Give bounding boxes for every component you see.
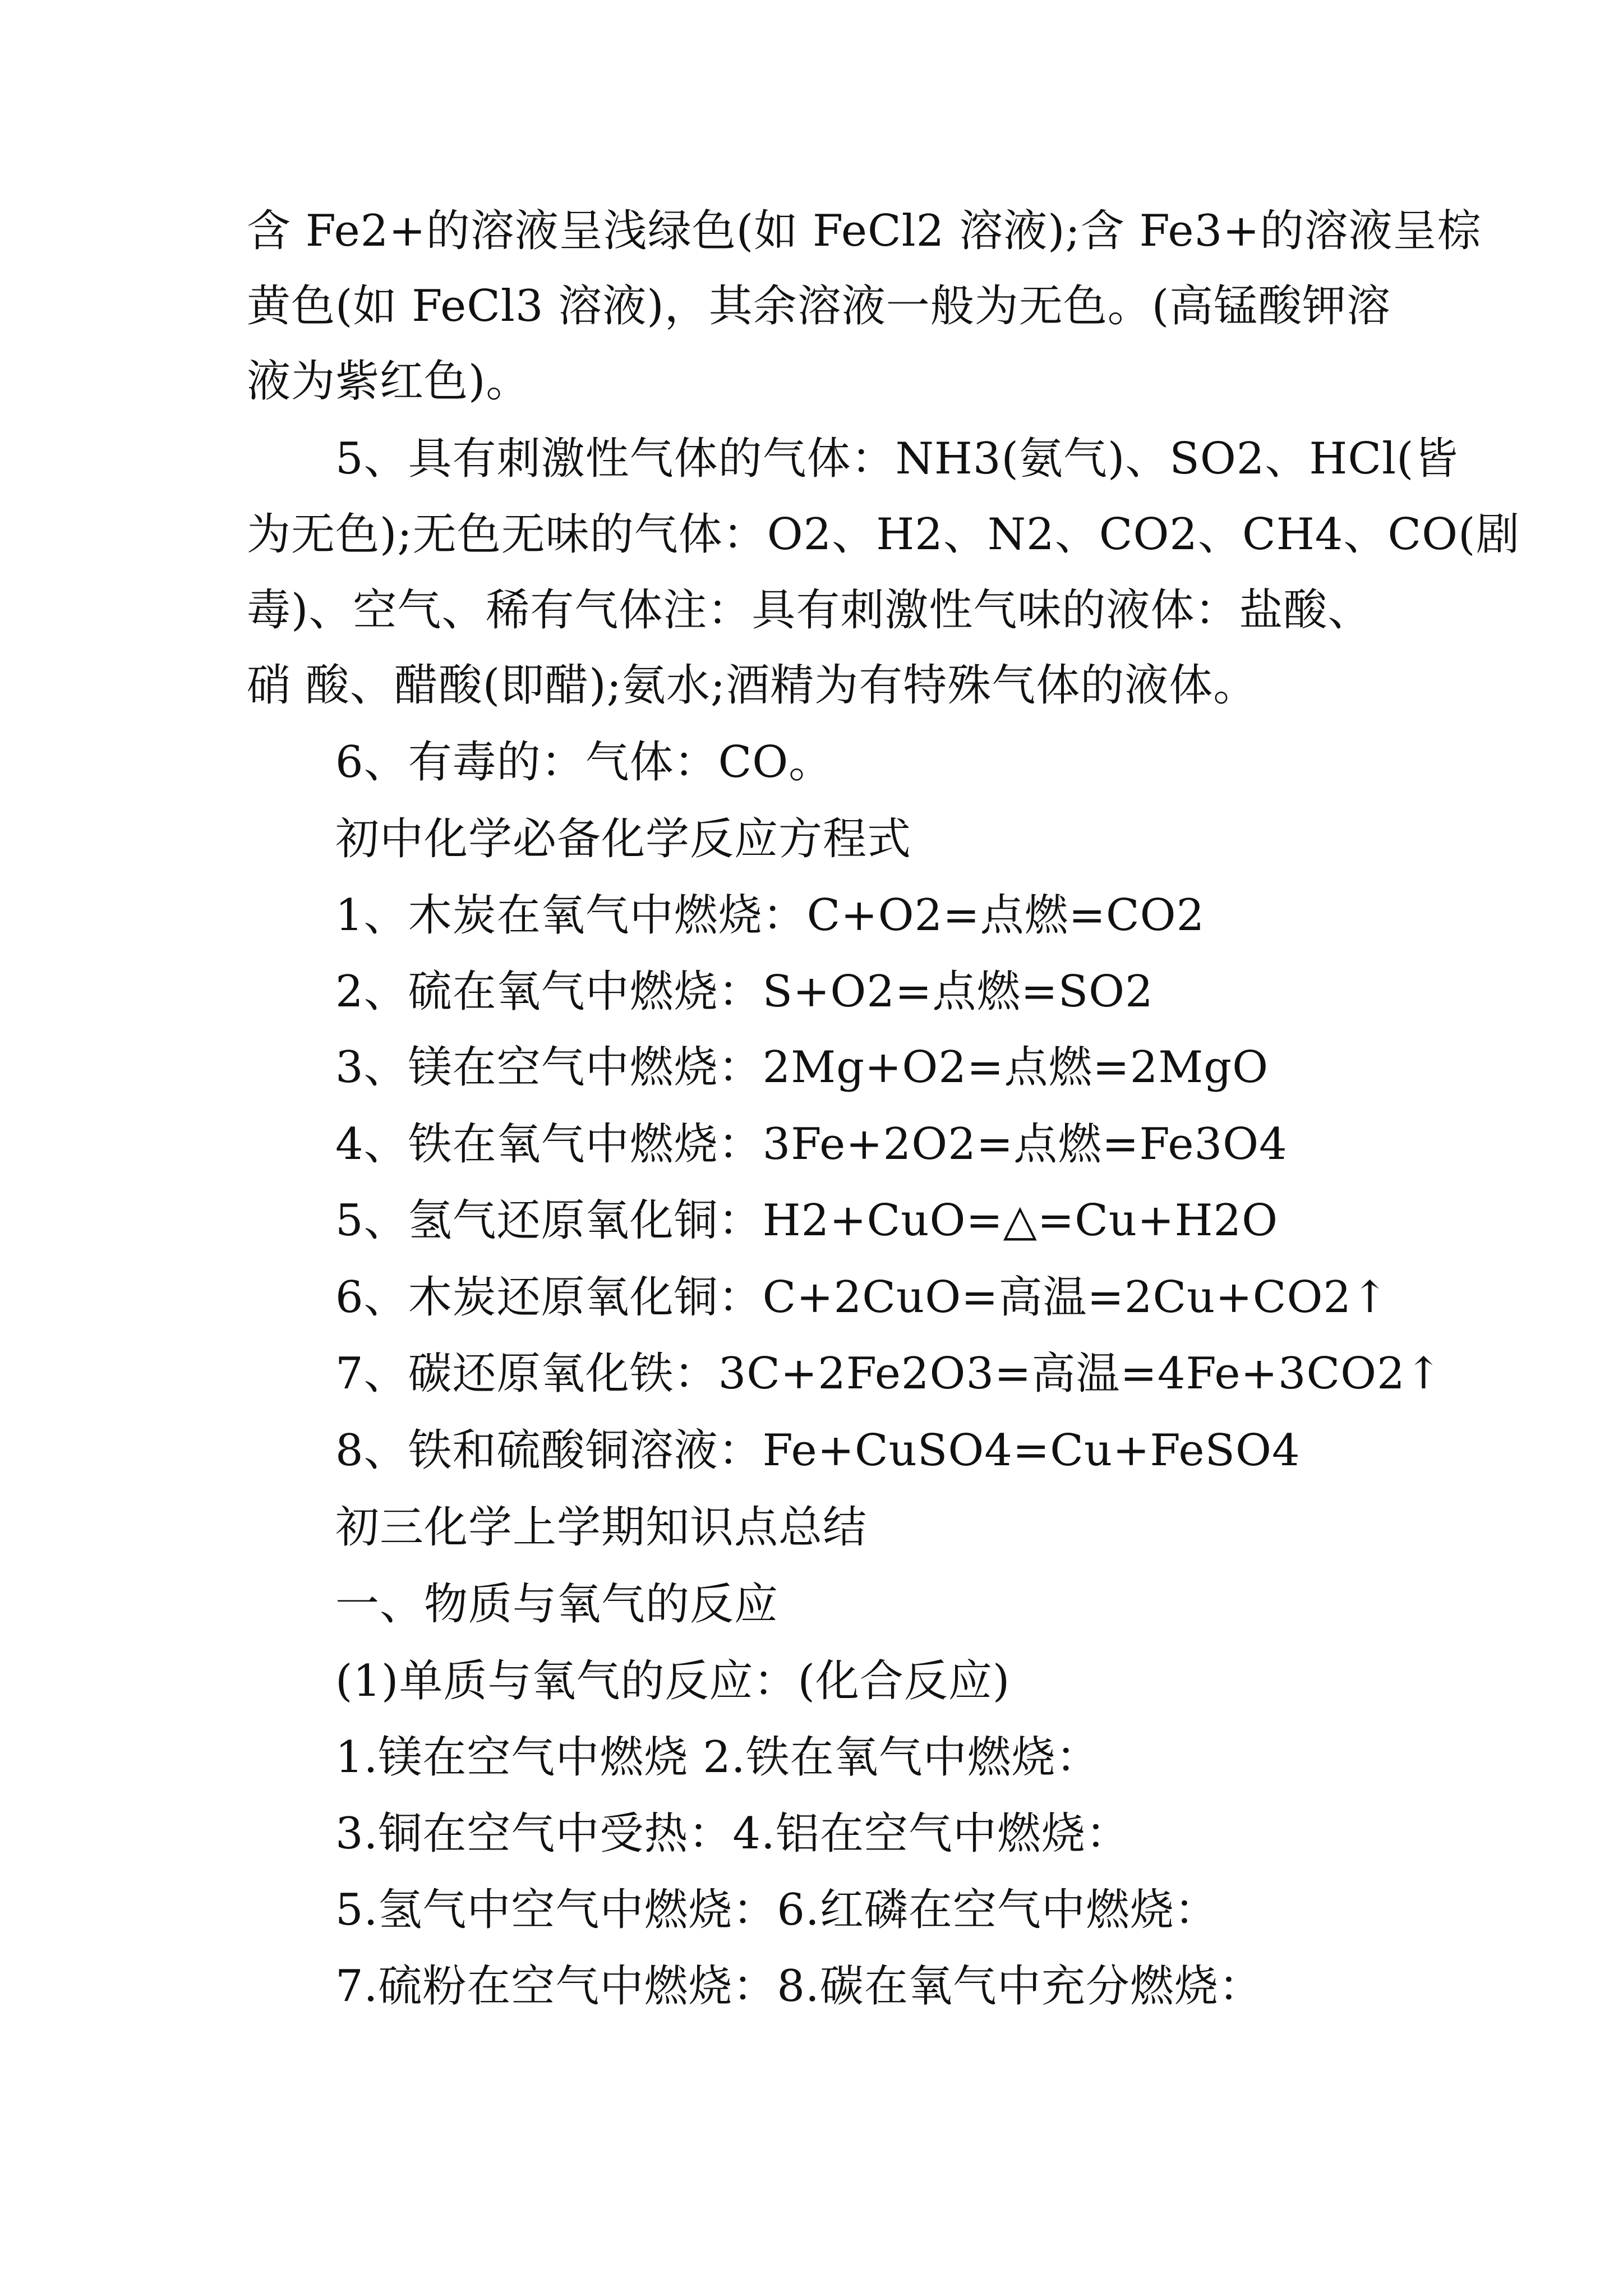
equation-line: 4、铁在氧气中燃烧：3Fe+2O2=点燃=Fe3O4 (335, 1119, 1288, 1170)
paragraph-line: 含 Fe2+的溶液呈浅绿色(如 FeCl2 溶液);含 Fe3+的溶液呈棕 (247, 206, 1482, 256)
section-heading: 初中化学必备化学反应方程式 (335, 814, 912, 864)
paragraph-line: 6、有毒的：气体：CO。 (335, 737, 833, 788)
equation-line: 3、镁在空气中燃烧：2Mg+O2=点燃=2MgO (335, 1042, 1269, 1093)
list-item: 7.硫粉在空气中燃烧：8.碳在氧气中充分燃烧： (335, 1961, 1263, 2012)
list-item: 1.镁在空气中燃烧 2.铁在氧气中燃烧： (335, 1732, 1100, 1783)
paragraph-line: 毒)、空气、稀有气体注：具有刺激性气味的液体：盐酸、 (247, 585, 1372, 636)
section-heading: 初三化学上学期知识点总结 (335, 1502, 868, 1553)
equation-line: 5、氢气还原氧化铜：H2+CuO=△=Cu+H2O (335, 1195, 1279, 1246)
paragraph-line: 5、具有刺激性气体的气体：NH3(氨气)、SO2、HCl(皆 (335, 434, 1459, 484)
paragraph-line: 液为紫红色)。 (247, 356, 531, 407)
equation-line: 7、碳还原氧化铁：3C+2Fe2O3=高温=4Fe+3CO2↑ (335, 1349, 1443, 1399)
paragraph-line: 为无色);无色无味的气体：O2、H2、N2、CO2、CH4、CO(剧 (247, 509, 1520, 560)
paragraph-line: 硝 酸、醋酸(即醋);氨水;酒精为有特殊气体的液体。 (247, 660, 1258, 711)
paragraph-line: 黄色(如 FeCl3 溶液)，其余溶液一般为无色。(高锰酸钾溶 (247, 281, 1391, 332)
equation-line: 2、硫在氧气中燃烧：S+O2=点燃=SO2 (335, 967, 1154, 1017)
section-heading: 一、物质与氧气的反应 (335, 1579, 779, 1630)
equation-line: 8、铁和硫酸铜溶液：Fe+CuSO4=Cu+FeSO4 (335, 1425, 1301, 1476)
list-item: 5.氢气中空气中燃烧：6.红磷在空气中燃烧： (335, 1885, 1219, 1935)
list-item: 3.铜在空气中受热：4.铝在空气中燃烧： (335, 1809, 1130, 1859)
subsection-heading: (1)单质与氧气的反应：(化合反应) (335, 1656, 1011, 1706)
equation-line: 1、木炭在氧气中燃烧：C+O2=点燃=CO2 (335, 890, 1205, 941)
equation-line: 6、木炭还原氧化铜：C+2CuO=高温=2Cu+CO2↑ (335, 1272, 1389, 1323)
